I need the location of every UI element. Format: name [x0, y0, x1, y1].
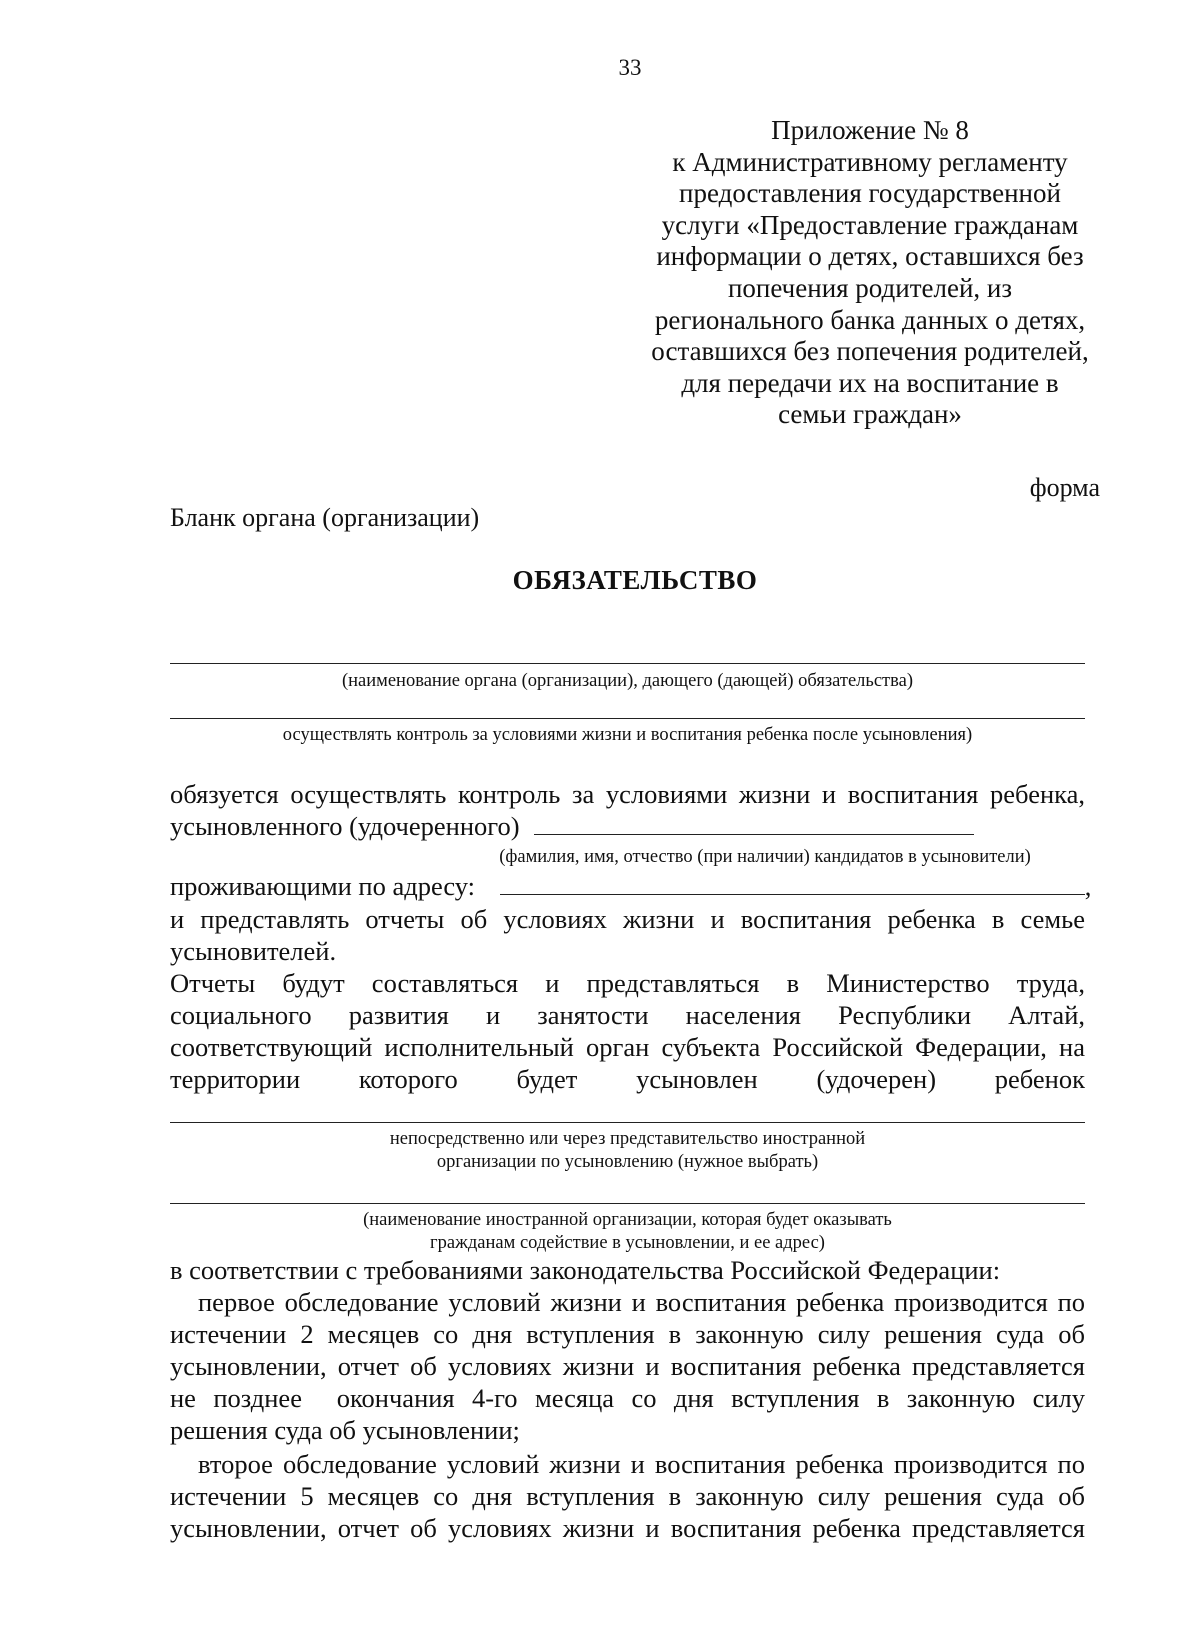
- body-line: Отчеты будут составляться и представляться в Министерство труда,: [170, 968, 1085, 998]
- document-title: ОБЯЗАТЕЛЬСТВО: [512, 565, 758, 595]
- paragraph-1-line: истечении 2 месяцев со дня вступления в законную силу решения суда об: [170, 1319, 1085, 1349]
- body-line: территории которого будет усыновлен (удочерен) ребенок: [170, 1064, 1085, 1094]
- candidates-caption: (фамилия, имя, отчество (при наличии) кандидатов в усыновители): [499, 847, 1031, 867]
- appendix-line: услуги «Предоставление гражданам: [661, 209, 1079, 240]
- adopted-label: усыновленного (удочеренного): [170, 811, 520, 841]
- body-line: и представлять отчеты об условиях жизни и воспитания ребенка в семье: [170, 904, 1085, 934]
- appendix-line: информации о детях, оставшихся без: [656, 241, 1084, 272]
- foreign-org-line: [170, 1203, 1085, 1204]
- appendix-line: попечения родителей, из: [727, 272, 1013, 303]
- via-caption-2: организации по усыновлению (нужное выбрать): [436, 1152, 819, 1172]
- body-line: соответствующий исполнительный орган субъекта Российской Федерации, на: [170, 1032, 1085, 1062]
- address-comma: ,: [1084, 871, 1092, 901]
- control-line: [170, 718, 1085, 719]
- appendix-header: [640, 115, 1100, 431]
- body-line: усыновителей.: [170, 936, 337, 966]
- appendix-line: регионального банка данных о детях,: [654, 304, 1086, 335]
- address-blank: [500, 872, 1085, 895]
- paragraph-1-line: решения суда об усыновлении;: [170, 1415, 520, 1445]
- foreign-caption-2: гражданам содействие в усыновлении, и ее адрес): [430, 1233, 825, 1253]
- adopted-child-blank: [534, 812, 974, 835]
- appendix-line: семьи граждан»: [778, 399, 962, 430]
- body-line: социального развития и занятости населения Республики Алтай,: [170, 1000, 1085, 1030]
- appendix-line: к Административному регламенту: [672, 146, 1068, 177]
- adopted-line: [170, 810, 1085, 842]
- paragraph-2-line: второе обследование условий жизни и воспитания ребенка производится по: [198, 1449, 1085, 1479]
- appendix-line: для передачи их на воспитание в: [681, 367, 1059, 398]
- body-line: в соответствии с требованиями законодательства Российской Федерации:: [170, 1255, 1001, 1285]
- address-line: [170, 870, 1092, 902]
- via-caption-1: непосредственно или через представительство иностранной: [389, 1129, 866, 1149]
- address-label: проживающими по адресу:: [170, 871, 476, 901]
- paragraph-1-line: не позднее окончания 4-го месяца со дня вступления в законную силу: [170, 1383, 1085, 1413]
- paragraph-2-line: усыновлении, отчет об условиях жизни и воспитания ребенка представляется: [170, 1513, 1085, 1543]
- page-number: 33: [618, 55, 642, 80]
- via-line: [170, 1122, 1085, 1123]
- foreign-caption-1: (наименование иностранной организации, которая будет оказывать: [363, 1210, 892, 1230]
- paragraph-2-line: истечении 5 месяцев со дня вступления в законную силу решения суда об: [170, 1481, 1085, 1511]
- appendix-line: оставшихся без попечения родителей,: [651, 336, 1089, 367]
- paragraph-1-line: усыновлении, отчет об условиях жизни и воспитания ребенка представляется: [170, 1351, 1085, 1381]
- organ-name-line: [170, 663, 1085, 664]
- appendix-line: Приложение № 8: [771, 115, 969, 145]
- appendix-line: предоставления государственной: [679, 178, 1061, 209]
- body-line: обязуется осуществлять контроль за условиями жизни и воспитания ребенка,: [170, 779, 1085, 809]
- paragraph-1-line: первое обследование условий жизни и воспитания ребенка производится по: [198, 1287, 1085, 1317]
- form-label: форма: [1029, 473, 1100, 502]
- organ-name-caption: (наименование органа (организации), дающего (дающей) обязательства): [341, 671, 914, 691]
- control-caption: осуществлять контроль за условиями жизни и воспитания ребенка после усыновления): [282, 725, 973, 745]
- blank-label: Бланк органа (организации): [170, 503, 480, 532]
